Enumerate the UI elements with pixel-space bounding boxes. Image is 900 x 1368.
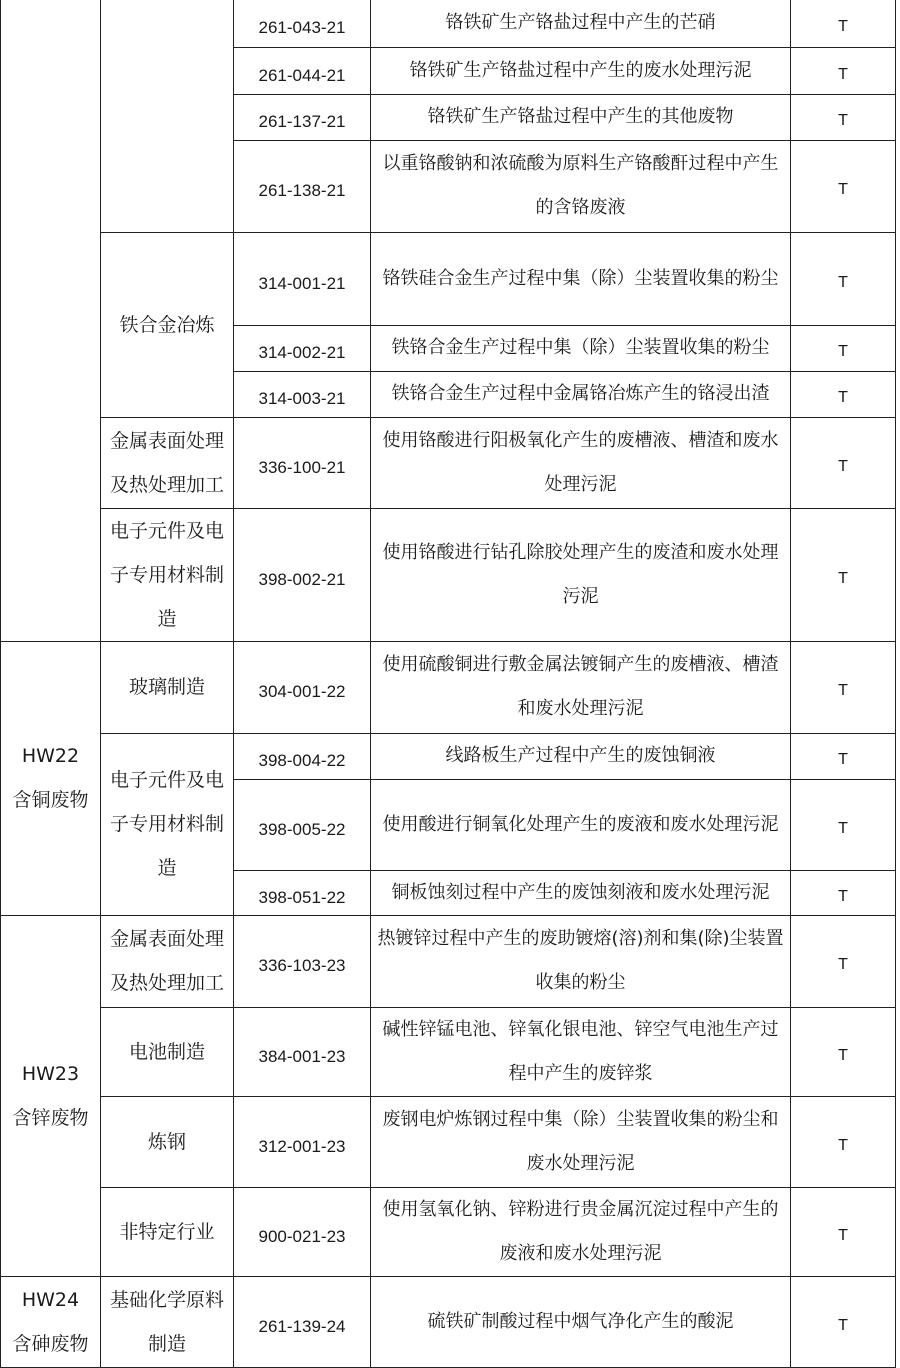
- hazard-characteristic-cell: T: [791, 1276, 896, 1367]
- industry-cell: 铁合金冶炼: [101, 232, 234, 417]
- waste-description-cell: 铬铁矿生产铬盐过程中产生的芒硝: [371, 0, 791, 47]
- table-row: [1, 1187, 896, 1276]
- category-cell: [1, 1276, 101, 1367]
- waste-code-cell: 261-044-21: [234, 47, 371, 94]
- waste-code-cell: 336-100-21: [234, 417, 371, 508]
- waste-code-cell: 261-137-21: [234, 94, 371, 140]
- industry-cell: 炼钢: [101, 1096, 234, 1187]
- table-row: [1, 0, 896, 47]
- hazard-characteristic-cell: T: [791, 870, 896, 915]
- waste-description-cell: 铜板蚀刻过程中产生的废蚀刻液和废水处理污泥: [371, 870, 791, 915]
- waste-description-cell: 使用酸进行铜氧化处理产生的废液和废水处理污泥: [371, 779, 791, 870]
- hazard-characteristic-cell: T: [791, 733, 896, 779]
- industry-cell: [101, 0, 234, 232]
- waste-description-cell: 碱性锌锰电池、锌氧化银电池、锌空气电池生产过程中产生的废锌浆: [371, 1007, 791, 1096]
- industry-cell: 金属表面处理及热处理加工: [101, 915, 234, 1007]
- waste-code-cell: 314-001-21: [234, 232, 371, 325]
- waste-description-cell: 使用氢氧化钠、锌粉进行贵金属沉淀过程中产生的废液和废水处理污泥: [371, 1187, 791, 1276]
- category-code: HW22: [21, 745, 80, 767]
- waste-code-cell: 398-002-21: [234, 508, 371, 641]
- waste-code-cell: 900-021-23: [234, 1187, 371, 1276]
- category-name: 含铜废物: [12, 789, 89, 811]
- hazard-characteristic-cell: T: [791, 47, 896, 94]
- table-row: [1, 232, 896, 325]
- waste-code-cell: 384-001-23: [234, 1007, 371, 1096]
- hazard-characteristic-cell: T: [791, 641, 896, 733]
- hazard-characteristic-cell: T: [791, 417, 896, 508]
- table-row: [1, 1007, 896, 1096]
- waste-code-cell: 261-138-21: [234, 140, 371, 232]
- waste-description-cell: 热镀锌过程中产生的废助镀熔(溶)剂和集(除)尘装置收集的粉尘: [371, 915, 791, 1007]
- table-body: [1, 0, 896, 1367]
- table-row: [1, 733, 896, 779]
- waste-description-cell: 铬铁硅合金生产过程中集（除）尘装置收集的粉尘: [371, 232, 791, 325]
- waste-description-cell: 使用铬酸进行阳极氧化产生的废槽液、槽渣和废水处理污泥: [371, 417, 791, 508]
- waste-code-cell: 312-001-23: [234, 1096, 371, 1187]
- category-cell: [1, 915, 101, 1276]
- hazard-characteristic-cell: T: [791, 915, 896, 1007]
- hazard-characteristic-cell: T: [791, 371, 896, 417]
- waste-code-cell: 261-139-24: [234, 1276, 371, 1367]
- industry-cell: 玻璃制造: [101, 641, 234, 733]
- hazard-characteristic-cell: T: [791, 1096, 896, 1187]
- waste-description-cell: 废钢电炉炼钢过程中集（除）尘装置收集的粉尘和废水处理污泥: [371, 1096, 791, 1187]
- waste-code-cell: 304-001-22: [234, 641, 371, 733]
- table-row: [1, 915, 896, 1007]
- waste-description-cell: 以重铬酸钠和浓硫酸为原料生产铬酸酐过程中产生的含铬废液: [371, 140, 791, 232]
- hazard-characteristic-cell: T: [791, 0, 896, 47]
- hazard-characteristic-cell: T: [791, 94, 896, 140]
- table-row: [1, 641, 896, 733]
- waste-description-cell: 使用铬酸进行钻孔除胶处理产生的废渣和废水处理污泥: [371, 508, 791, 641]
- waste-description-cell: 铁铬合金生产过程中集（除）尘装置收集的粉尘: [371, 325, 791, 371]
- industry-cell: 基础化学原料制造: [101, 1276, 234, 1367]
- table-row: [1, 508, 896, 641]
- hazard-characteristic-cell: T: [791, 325, 896, 371]
- category-code: HW23: [21, 1062, 80, 1085]
- category-cell: [1, 0, 101, 641]
- waste-description-cell: 线路板生产过程中产生的废蚀铜液: [371, 733, 791, 779]
- industry-cell: 电子元件及电子专用材料制造: [101, 733, 234, 915]
- category-cell: [1, 641, 101, 915]
- hazard-characteristic-cell: T: [791, 1187, 896, 1276]
- waste-description-cell: 使用硫酸铜进行敷金属法镀铜产生的废槽液、槽渣和废水处理污泥: [371, 641, 791, 733]
- hazard-characteristic-cell: T: [791, 140, 896, 232]
- waste-description-cell: 铬铁矿生产铬盐过程中产生的废水处理污泥: [371, 47, 791, 94]
- waste-description-cell: 硫铁矿制酸过程中烟气净化产生的酸泥: [371, 1276, 791, 1367]
- waste-description-cell: 铬铁矿生产铬盐过程中产生的其他废物: [371, 94, 791, 140]
- waste-code-cell: 398-051-22: [234, 870, 371, 915]
- table-row: [1, 1096, 896, 1187]
- waste-code-cell: 314-002-21: [234, 325, 371, 371]
- hazard-characteristic-cell: T: [791, 1007, 896, 1096]
- industry-cell: 电子元件及电子专用材料制造: [101, 508, 234, 641]
- waste-code-cell: 261-043-21: [234, 0, 371, 47]
- industry-cell: 电池制造: [101, 1007, 234, 1096]
- industry-cell: 非特定行业: [101, 1187, 234, 1276]
- category-name: 含砷废物: [12, 1332, 89, 1355]
- industry-cell: 金属表面处理及热处理加工: [101, 417, 234, 508]
- table-row: [1, 1276, 896, 1367]
- hazard-characteristic-cell: T: [791, 779, 896, 870]
- hazard-characteristic-cell: T: [791, 232, 896, 325]
- waste-code-cell: 314-003-21: [234, 371, 371, 417]
- waste-code-cell: 336-103-23: [234, 915, 371, 1007]
- waste-code-cell: 398-004-22: [234, 733, 371, 779]
- waste-description-cell: 铁铬合金生产过程中金属铬冶炼产生的铬浸出渣: [371, 371, 791, 417]
- waste-code-cell: 398-005-22: [234, 779, 371, 870]
- hazard-characteristic-cell: T: [791, 508, 896, 641]
- category-name: 含锌废物: [12, 1106, 89, 1129]
- table-row: [1, 417, 896, 508]
- category-code: HW24: [21, 1288, 80, 1311]
